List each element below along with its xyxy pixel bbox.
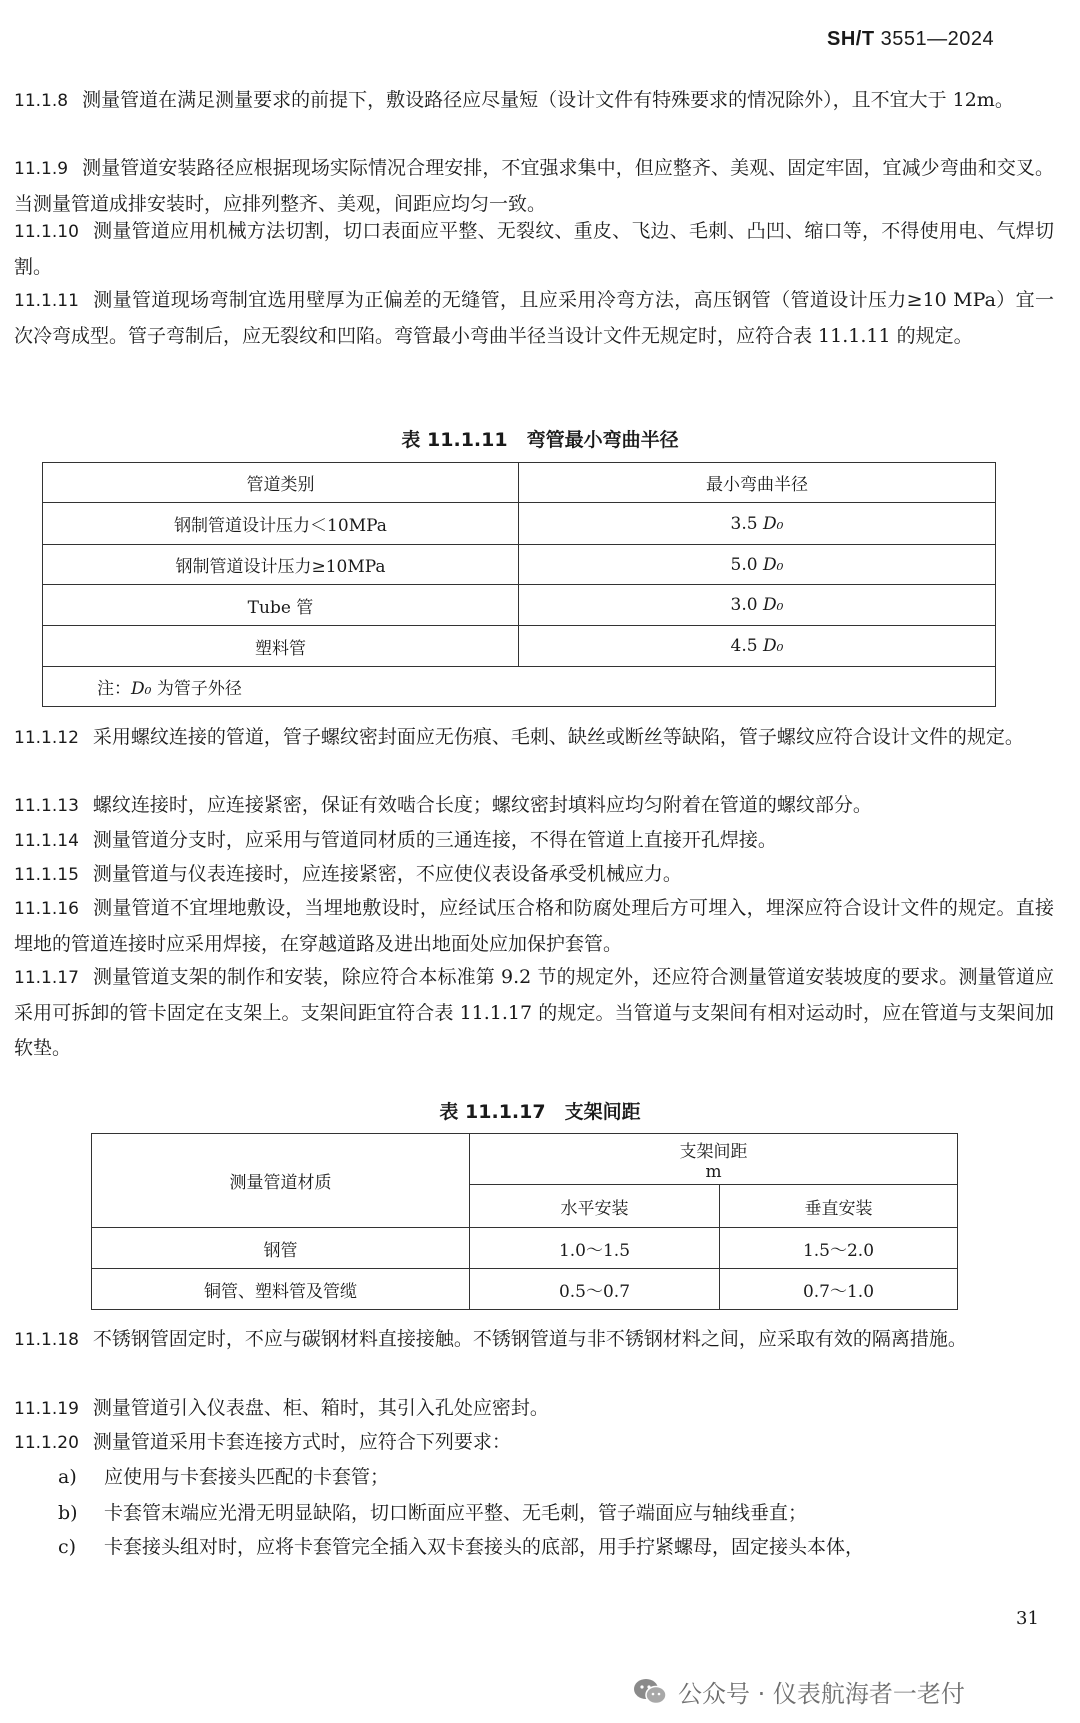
spacing-header: 支架间距 (679, 1141, 748, 1162)
clause-paragraph (14, 960, 1054, 1066)
table-header-cell: 水平安装 (470, 1185, 720, 1228)
table-cell-var: D₀ (763, 554, 784, 575)
table-header-row (43, 463, 996, 503)
table-note (43, 667, 996, 707)
clause-paragraph (14, 891, 1054, 962)
spacing-unit: m (705, 1161, 722, 1182)
clause-paragraph (14, 1322, 1054, 1358)
standard-prefix: SH/T (827, 28, 875, 50)
clause-text: 测量管道在满足测量要求的前提下，敷设路径应尽量短（设计文件有特殊要求的情况除外），且不宜大于 12m。 (82, 89, 1014, 111)
list-item (58, 1530, 864, 1565)
table-header-row (92, 1134, 958, 1185)
clause-paragraph (14, 1391, 1054, 1427)
clause-paragraph (14, 720, 1054, 756)
clause-text: 测量管道支架的制作和安装，除应符合本标准第 9.2 节的规定外，还应符合测量管道安装坡度的要求。测量管道应采用可拆卸的管卡固定在支架上。支架间距宜符合表 11.1.17 的规定。当管道与支架间有相对运动时，应在管道与支架间加软垫。 (14, 966, 1054, 1059)
table-cell-value: 5.0 (730, 554, 758, 575)
clause-text: 采用螺纹连接的管道，管子螺纹密封面应无伤痕、毛刺、缺丝或断丝等缺陷，管子螺纹应符合设计文件的规定。 (92, 726, 1024, 748)
table-header-cell: 管道类别 (43, 463, 519, 503)
bend-radius-table (42, 462, 996, 707)
watermark (632, 1674, 965, 1709)
list-item (58, 1496, 807, 1531)
standard-number: 3551—2024 (880, 28, 995, 50)
clause-text: 测量管道引入仪表盘、柜、箱时，其引入孔处应密封。 (92, 1397, 549, 1419)
table-cell: 钢制管道设计压力≥10MPa (43, 545, 519, 585)
table-cell: 0.7～1.0 (720, 1269, 958, 1310)
clause-paragraph (14, 151, 1054, 222)
table-header-cell (470, 1134, 958, 1185)
table-cell: Tube 管 (43, 585, 519, 626)
clause-paragraph (14, 823, 1054, 859)
clause-number: 11.1.19 (14, 1399, 79, 1419)
table-cell-var: D₀ (763, 595, 784, 615)
clause-paragraph (14, 1425, 1054, 1461)
clause-text: 不锈钢管固定时，不应与碳钢材料直接接触。不锈钢管道与非不锈钢材料之间，应采取有效的隔离措施。 (92, 1328, 967, 1350)
list-marker: b) (58, 1502, 78, 1524)
table-row (43, 626, 996, 667)
clause-number: 11.1.18 (14, 1330, 79, 1350)
wechat-icon (632, 1677, 668, 1707)
note-text: 为管子外径 (151, 679, 242, 699)
clause-text: 测量管道安装路径应根据现场实际情况合理安排，不宜强求集中，但应整齐、美观、固定牢固，宜减少弯曲和交叉。当测量管道成排安装时，应排列整齐、美观，间距应均匀一致。 (14, 157, 1054, 215)
table-header-cell: 最小弯曲半径 (519, 463, 996, 503)
clause-text: 测量管道采用卡套连接方式时，应符合下列要求： (92, 1431, 511, 1453)
clause-text: 螺纹连接时，应连接紧密，保证有效啮合长度；螺纹密封填料应均匀附着在管道的螺纹部分。 (92, 794, 872, 816)
clause-paragraph (14, 214, 1054, 285)
table-caption: 表 11.1.11 弯管最小弯曲半径 (401, 429, 679, 451)
table-cell (519, 545, 996, 585)
clause-text: 测量管道应用机械方法切割，切口表面应平整、无裂纹、重皮、飞边、毛刺、凸凹、缩口等，不得使用电、气焊切割。 (14, 220, 1054, 278)
table-cell: 钢管 (92, 1228, 470, 1269)
table-row (43, 503, 996, 545)
table-row (43, 585, 996, 626)
table-cell: 0.5～0.7 (470, 1269, 720, 1310)
clause-paragraph (14, 857, 1054, 893)
table-row (92, 1269, 958, 1310)
table-cell: 1.0～1.5 (470, 1228, 720, 1269)
note-var: D₀ (131, 679, 152, 699)
table-cell: 钢制管道设计压力＜10MPa (43, 503, 519, 545)
table-cell (519, 626, 996, 667)
table-header-cell: 垂直安装 (720, 1185, 958, 1228)
clause-paragraph (14, 83, 1054, 119)
table-cell-value: 3.5 (730, 513, 758, 534)
table-cell-value: 3.0 (730, 595, 758, 615)
list-text: 卡套管末端应光滑无明显缺陷，切口断面应平整、无毛刺，管子端面应与轴线垂直； (104, 1502, 808, 1524)
clause-number: 11.1.20 (14, 1433, 79, 1453)
standard-code (827, 28, 994, 51)
table-cell: 塑料管 (43, 626, 519, 667)
table-header-cell: 测量管道材质 (92, 1134, 470, 1228)
list-text: 卡套接头组对时，应将卡套管完全插入双卡套接头的底部，用手拧紧螺母，固定接头本体， (104, 1536, 865, 1558)
clause-number: 11.1.10 (14, 222, 79, 242)
table-note-row (43, 667, 996, 707)
table-cell (519, 585, 996, 626)
table-row (43, 545, 996, 585)
table-cell (519, 503, 996, 545)
table-cell-var: D₀ (763, 636, 784, 656)
clause-text: 测量管道不宜埋地敷设，当埋地敷设时，应经试压合格和防腐处理后方可埋入，埋深应符合设计文件的规定。直接埋地的管道连接时应采用焊接，在穿越道路及进出地面处应加保护套管。 (14, 897, 1054, 955)
table-caption: 表 11.1.17 支架间距 (439, 1101, 641, 1123)
table-row (92, 1228, 958, 1269)
list-marker: c) (58, 1536, 77, 1558)
clause-number: 11.1.12 (14, 728, 79, 748)
clause-text: 测量管道与仪表连接时，应连接紧密，不应使仪表设备承受机械应力。 (92, 863, 682, 885)
clause-number: 11.1.9 (14, 159, 69, 179)
clause-paragraph (14, 283, 1054, 354)
clause-number: 11.1.17 (14, 968, 79, 988)
page-number: 31 (1016, 1608, 1039, 1629)
support-spacing-table (91, 1133, 958, 1310)
table-cell: 铜管、塑料管及管缆 (92, 1269, 470, 1310)
list-marker: a) (58, 1466, 77, 1488)
clause-number: 11.1.8 (14, 91, 69, 111)
clause-number: 11.1.14 (14, 831, 79, 851)
table-cell: 1.5～2.0 (720, 1228, 958, 1269)
clause-number: 11.1.13 (14, 796, 79, 816)
clause-text: 测量管道分支时，应采用与管道同材质的三通连接，不得在管道上直接开孔焊接。 (92, 829, 777, 851)
watermark-text: 公众号 · 仪表航海者一老付 (678, 1680, 965, 1708)
clause-number: 11.1.16 (14, 899, 79, 919)
clause-text: 测量管道现场弯制宜选用壁厚为正偏差的无缝管，且应采用冷弯方法，高压钢管（管道设计压力≥10 MPa）宜一次冷弯成型。管子弯制后，应无裂纹和凹陷。弯管最小弯曲半径当设计文件无规定时，应符合表 11.1.11 的规定。 (14, 289, 1054, 347)
list-item (58, 1460, 389, 1495)
clause-number: 11.1.11 (14, 291, 79, 311)
table-cell-value: 4.5 (730, 636, 758, 656)
list-text: 应使用与卡套接头匹配的卡套管； (104, 1466, 390, 1488)
clause-paragraph (14, 788, 1054, 824)
clause-number: 11.1.15 (14, 865, 79, 885)
note-prefix: 注： (97, 679, 131, 699)
table-cell-var: D₀ (763, 513, 784, 534)
